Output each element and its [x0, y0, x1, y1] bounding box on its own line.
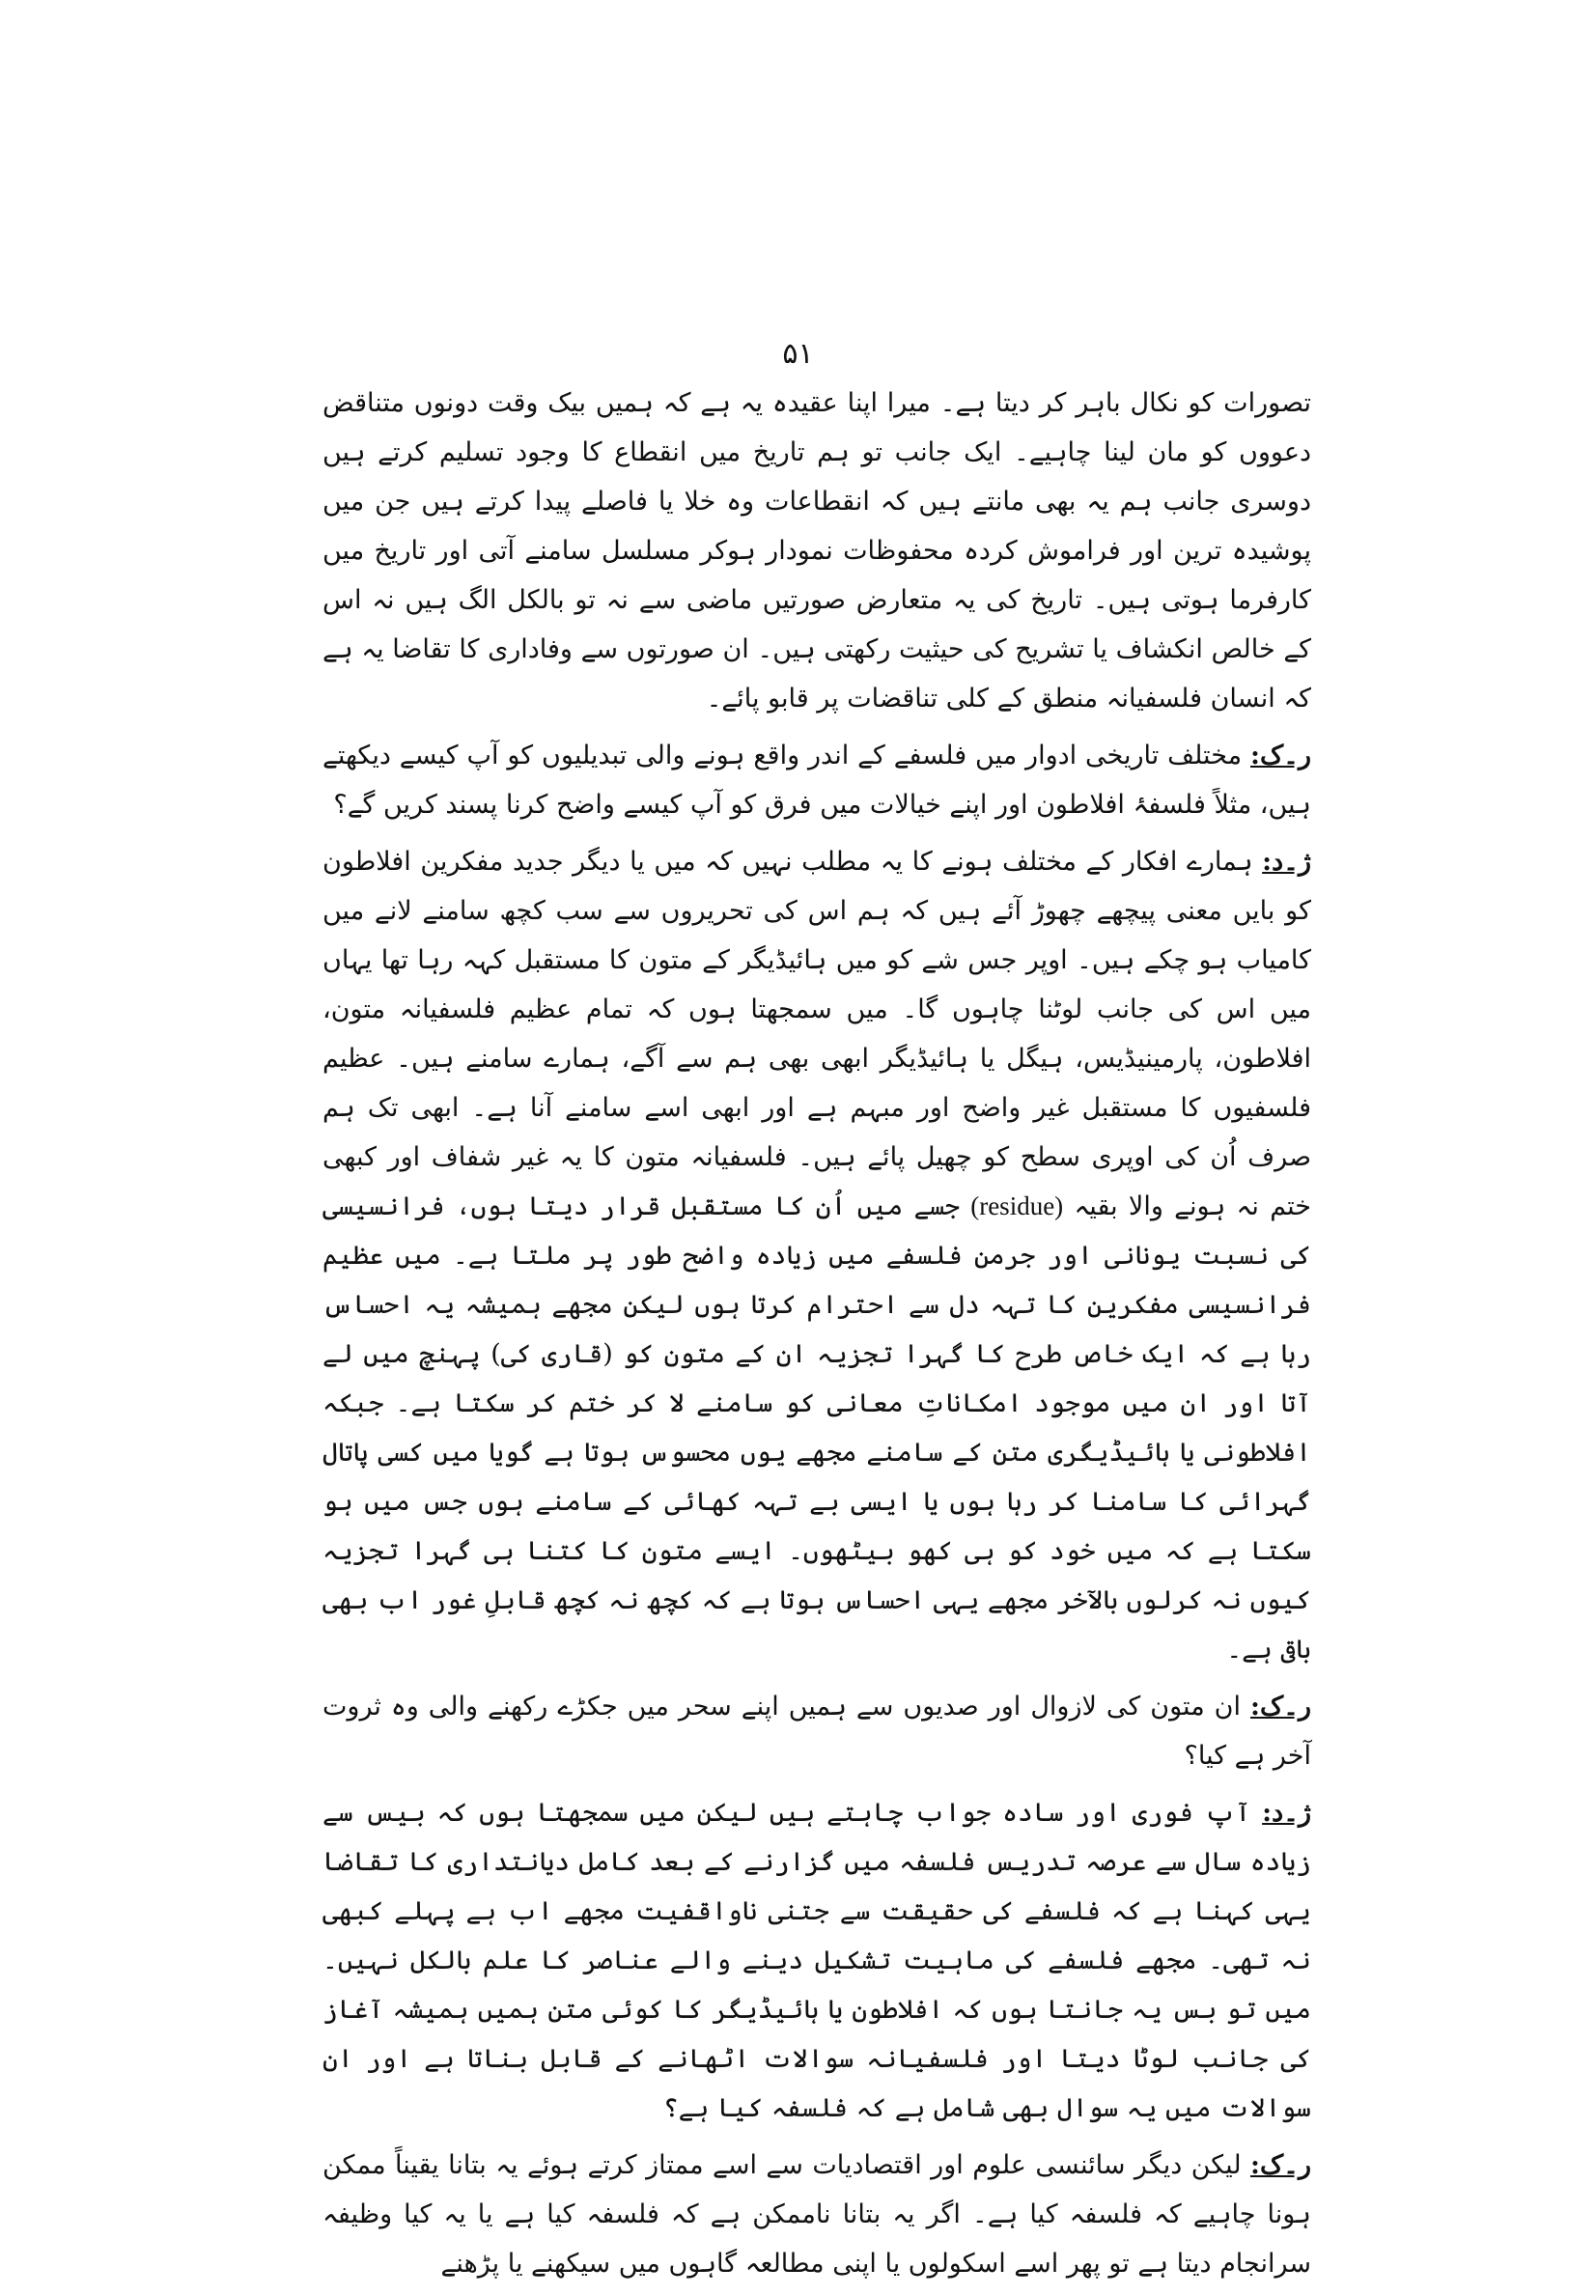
- page-number: ۵۱: [782, 337, 814, 371]
- paragraph-text: مختلف تاریخی ادوار میں فلسفے کے اندر واقع ہونے والی تبدیلیوں کو آپ کیسے دیکھتے ہیں، مثلاً فلسفۂ افلاطون اور اپنے خیالات میں فرق کو آپ کیسے واضح کرنا پسند کریں گے؟: [322, 741, 1311, 820]
- speaker-label: ر۔ک:: [1250, 1692, 1311, 1722]
- paragraph-text: ہمارے افکار کے مختلف ہونے کا یہ مطلب نہیں کہ میں یا دیگر جدید مفکرین افلاطون کو بایں معنی پیچھے چھوڑ آئے ہیں کہ ہم اس کی تحریروں سے سب کچھ سامنے لانے میں کامیاب ہو چکے ہیں۔ اوپر جس شے کو میں ہائیڈیگر کے متون کا مستقبل کہہ رہا تھا یہاں میں اس کی جانب لوٹنا چاہوں گا۔ میں سمجھتا ہوں کہ تمام عظیم فلسفیانہ متون، افلاطون، پارمینیڈیس، ہیگل یا ہائیڈیگر ابھی بھی ہم سے آگے، ہمارے سامنے ہیں۔ عظیم فلسفیوں کا مستقبل غیر واضح اور مبہم ہے اور ابھی اسے سامنے آنا ہے۔ ابھی تک ہم صرف اُن کی اوپری سطح کو چھیل پائے ہیں۔ فلسفیانہ متون کا یہ غیر شفاف اور کبھی ختم نہ ہونے والا بقیہ: [322, 847, 1312, 1221]
- page-body: [322, 378, 1311, 2296]
- speaker-label: ژ۔د:: [1262, 1798, 1311, 1828]
- paragraph-5: [322, 1788, 1311, 2133]
- paragraph-6: [322, 2141, 1311, 2288]
- speaker-label: ژ۔د:: [1262, 847, 1311, 877]
- paragraph-text: ان متون کی لازوال اور صدیوں سے ہمیں اپنے سحر میں جکڑے رکھنے والی وہ ثروت آخر ہے کیا؟: [322, 1692, 1311, 1771]
- paragraph-text: تصورات کو نکال باہر کر دیتا ہے۔ میرا اپنا عقیدہ یہ ہے کہ ہمیں بیک وقت دونوں متناقض دعووں کو مان لینا چاہیے۔ ایک جانب تو ہم تاریخ میں انقطاع کا وجود تسلیم کرتے ہیں دوسری جانب ہم یہ بھی مانتے ہیں کہ انقطاعات وہ خلا یا فاصلے پیدا کرتے ہیں جن میں پوشیدہ ترین اور فراموش کردہ محفوظات نمودار ہوکر مسلسل سامنے آتی اور تاریخ میں کارفرما ہوتی ہیں۔ تاریخ کی یہ متعارض صورتیں ماضی سے نہ تو بالکل الگ ہیں نہ اس کے خالص انکشاف یا تشریح کی حیثیت رکھتی ہیں۔ ان صورتوں سے وفاداری کا تقاضا یہ ہے کہ انسان فلسفیانہ منطق کے کلی تناقضات پر قابو پائے۔: [322, 388, 1311, 714]
- paragraph-text: لیکن دیگر سائنسی علوم اور اقتصادیات سے اسے ممتاز کرتے ہوئے یہ بتانا یقیناً ممکن ہونا چاہیے کہ فلسفہ کیا ہے۔ اگر یہ بتانا ناممکن ہے کہ فلسفہ کیا ہے یا یہ کیا وظیفہ سرانجام دیتا ہے تو پھر اسے اسکولوں یا اپنی مطالعہ گاہوں میں سیکھنے یا پڑھنے: [322, 2150, 1311, 2279]
- paragraph-text: آپ فوری اور سادہ جواب چاہتے ہیں لیکن میں سمجھتا ہوں کہ بیس سے زیادہ سال سے عرصہ تدریس فلسفہ میں گزارنے کے بعد کامل دیانتداری کا تقاضا یہی کہنا ہے کہ فلسفے کی حقیقت سے جتنی ناواقفیت مجھے اب ہے پہلے کبھی نہ تھی۔ مجھے فلسفے کی ماہیت تشکیل دینے والے عناصر کا علم بالکل نہیں۔ میں تو بس یہ جانتا ہوں کہ افلاطون یا ہائیڈیگر کا کوئی متن ہمیں ہمیشہ آغاز کی جانب لوٹا دیتا اور فلسفیانہ سوالات اٹھانے کے قابل بناتا ہے اور ان سوالات میں یہ سوال بھی شامل ہے کہ فلسفہ کیا ہے؟: [322, 1798, 1311, 2123]
- latin-term: (residue): [970, 1191, 1064, 1220]
- paragraph-3: [322, 837, 1311, 1674]
- paragraph-2: [322, 731, 1311, 829]
- paragraph-text-continued: جسے میں اُن کا مستقبل قرار دیتا ہوں، فرانسیسی کی نسبت یونانی اور جرمن فلسفے میں زیادہ واضح طور پر ملتا ہے۔ میں عظیم فرانسیسی مفکرین کا تہہ دل سے احترام کرتا ہوں لیکن مجھے ہمیشہ یہ احساس رہا ہے کہ ایک خاص طرح کا گہرا تجزیہ ان کے متون کو (قاری کی) پہنچ میں لے آتا اور ان میں موجود امکاناتِ معانی کو سامنے لا کر ختم کر سکتا ہے۔ جبکہ افلاطونی یا ہائیڈیگری متن کے سامنے مجھے یوں محسوس ہوتا ہے گویا میں کسی پاتال گہرائی کا سامنا کر رہا ہوں یا ایسی بے تہہ کھائی کے سامنے ہوں جس میں ہو سکتا ہے کہ میں خود کو ہی کھو بیٹھوں۔ ایسے متون کا کتنا ہی گہرا تجزیہ کیوں نہ کرلوں بالآخر مجھے یہی احساس ہوتا ہے کہ کچھ نہ کچھ قابلِ غور اب بھی باقی ہے۔: [322, 1191, 1311, 1665]
- paragraph-1: [322, 378, 1311, 723]
- paragraph-4: [322, 1682, 1311, 1780]
- speaker-label: ر۔ک:: [1250, 2150, 1311, 2180]
- speaker-label: ر۔ک:: [1250, 741, 1311, 770]
